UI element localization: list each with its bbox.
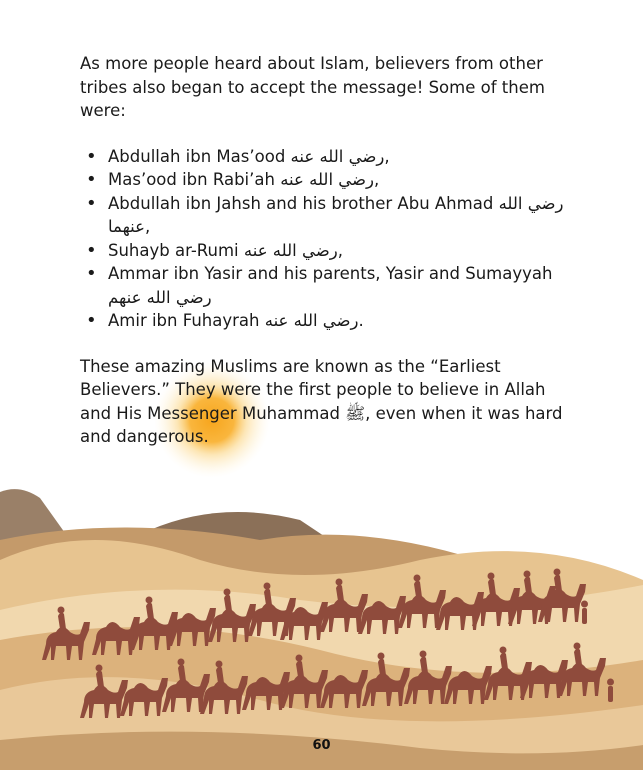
page-number: 60 — [312, 738, 331, 753]
list-punct: , — [337, 240, 343, 260]
list-item — [108, 192, 570, 239]
closing-text-end: , even when it was hard and dangerous. — [80, 403, 563, 446]
believer-name: Amir ibn Fuhayrah — [108, 311, 260, 330]
honorific: رضي الله عنهم — [108, 287, 212, 307]
text-body — [80, 52, 570, 449]
list-punct: , — [145, 217, 151, 236]
list-item — [108, 145, 570, 169]
list-item — [108, 168, 570, 192]
honorific: رضي الله عنه — [264, 311, 359, 330]
closing-paragraph — [80, 355, 570, 449]
believers-list — [80, 145, 570, 333]
lead-walker-upper — [581, 601, 588, 625]
honorific: رضي الله عنه — [280, 170, 375, 189]
list-item — [108, 309, 570, 333]
intro-paragraph: As more people heard about Islam, believers from other tribes also began to accept the message! Some of them were: — [80, 54, 545, 120]
list-item — [108, 239, 570, 263]
believer-name: Ammar ibn Yasir and his parents, Yasir and Sumayyah — [108, 264, 553, 283]
list-punct: , — [384, 146, 390, 166]
honorific: رضي الله عنه — [243, 240, 338, 260]
believer-name: Abdullah ibn Jahsh and his brother Abu Ahmad — [108, 193, 494, 213]
honorific: رضي الله عنهما — [108, 193, 564, 236]
list-punct: . — [358, 311, 364, 330]
believer-name: Abdullah ibn Mas’ood — [108, 146, 286, 166]
closing-text: These amazing Muslims are known as the “Earliest Believers.” They were the first people to believe in Allah and His Messenger Muhammad — [80, 356, 546, 423]
list-punct: , — [374, 170, 380, 189]
believer-name: Suhayb ar-Rumi — [108, 240, 239, 260]
lead-walker-lower — [607, 679, 614, 703]
believer-name: Mas’ood ibn Rabi’ah — [108, 170, 275, 189]
honorific: رضي الله عنه — [290, 146, 385, 166]
list-item — [108, 262, 570, 309]
salawat-symbol: ﷺ — [345, 403, 366, 423]
